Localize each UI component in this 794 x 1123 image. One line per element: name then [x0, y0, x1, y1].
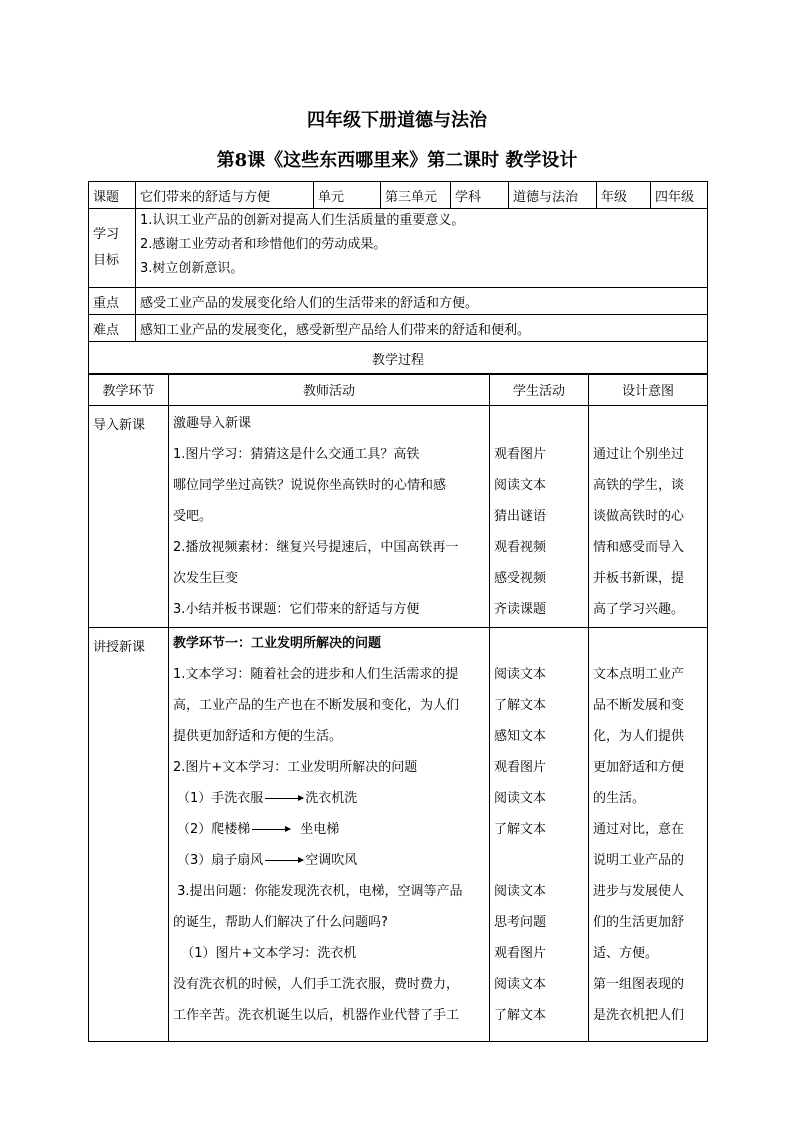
teacher-cell [169, 406, 490, 628]
student-line: 观看视频 [494, 540, 547, 555]
intent-line: 通过对比，意在 [593, 822, 685, 837]
student-cell [490, 406, 589, 628]
topic-value: 它们带来的舒适与方便 [136, 182, 314, 209]
teacher-line: 激趣导入新课 [173, 416, 252, 431]
header-teacher: 教师活动 [169, 374, 490, 406]
unit-value: 第三单元 [381, 182, 451, 209]
intent-line: 进步与发展使人 [593, 884, 685, 899]
student-line [494, 628, 584, 659]
header-student: 学生活动 [490, 374, 589, 406]
teacher-line: 工作辛苦。洗衣机诞生以后，机器作业代替了手工 [173, 1008, 460, 1023]
student-line: 观看图片 [494, 760, 547, 775]
key-value: 感受工业产品的发展变化给人们的生活带来的舒适和方便。 [136, 288, 708, 315]
page-title: 四年级下册道德与法治 [307, 110, 487, 131]
intent-cell [589, 406, 708, 628]
intent-line: 高铁的学生，谈 [593, 478, 685, 493]
teacher-line: 没有洗衣机的时候，人们手工洗衣服，费时费力， [173, 977, 460, 992]
teacher-line: 3.小结并板书课题：它们带来的舒适与方便 [173, 602, 420, 617]
objective-item: 3.树立创新意识。 [140, 261, 244, 276]
info-row-key [89, 288, 708, 315]
intent-line: 文本点明工业产 [593, 667, 685, 682]
intent-line [593, 408, 703, 439]
teacher-line: 哪位同学坐过高铁？说说你坐高铁时的心情和感 [173, 478, 447, 493]
difficult-value: 感知工业产品的发展变化，感受新型产品给人们带来的舒适和便利。 [136, 315, 708, 342]
teacher-line: （1）图片+文本学习：洗衣机 [173, 946, 357, 961]
teacher-line: 高，工业产品的生产也在不断发展和变化，为人们 [173, 698, 460, 713]
intent-line: 品不断发展和变 [593, 698, 685, 713]
teacher-cell [169, 628, 490, 1042]
info-row-objectives [89, 209, 708, 288]
objectives-label-line: 学习 [93, 227, 120, 242]
student-line: 阅读文本 [494, 977, 547, 992]
student-line: 阅读文本 [494, 478, 547, 493]
objectives-label [89, 209, 136, 288]
teaching-process-table [88, 373, 708, 1042]
intent-line [593, 628, 703, 659]
subject-value: 道德与法治 [509, 182, 597, 209]
objectives-value [136, 209, 708, 288]
intent-line: 说明工业产品的 [593, 853, 685, 868]
student-line: 观看图片 [494, 447, 547, 462]
comparison-after: 坐电梯 [300, 822, 340, 837]
student-line: 观看图片 [494, 946, 547, 961]
objectives-label-line: 目标 [93, 253, 120, 268]
student-line: 齐读课题 [494, 602, 547, 617]
teacher-line: 次发生巨变 [173, 571, 239, 586]
teacher-line: 1.文本学习：随着社会的进步和人们生活需求的提 [173, 667, 459, 682]
student-line: 了解文本 [494, 1008, 547, 1023]
student-line: 思考问题 [494, 915, 547, 930]
comparison-before: （1）手洗衣服 [177, 791, 264, 806]
page-subtitle: 第8课《这些东西哪里来》第二课时 教学设计 [216, 150, 578, 171]
objective-item: 2.感谢工业劳动者和珍惜他们的劳动成果。 [140, 237, 387, 252]
unit-label: 单元 [314, 182, 381, 209]
info-row-process [89, 342, 708, 375]
intent-line: 谈做高铁时的心 [593, 509, 685, 524]
student-line [494, 845, 584, 876]
intent-line: 适、方便。 [593, 946, 659, 961]
student-line: 阅读文本 [494, 884, 547, 899]
arrow-right-icon [265, 860, 303, 861]
student-cell [490, 628, 589, 1042]
process-heading: 教学过程 [89, 342, 708, 375]
grade-value: 四年级 [651, 182, 708, 209]
student-line: 猜出谜语 [494, 509, 547, 524]
intent-line: 情和感受而导入 [593, 540, 685, 555]
arrow-right-icon [265, 798, 303, 799]
comparison-item [173, 845, 485, 876]
intent-line: 通过让个别坐过 [593, 447, 685, 462]
intent-line: 更加舒适和方便 [593, 760, 685, 775]
student-line: 感受视频 [494, 571, 547, 586]
difficult-label: 难点 [89, 315, 136, 342]
header-intent: 设计意图 [589, 374, 708, 406]
arrow-right-icon [252, 829, 290, 830]
teacher-line: 2.播放视频素材：继复兴号提速后，中国高铁再一 [173, 540, 459, 555]
info-row-topic [89, 182, 708, 209]
teacher-line: 1.图片学习：猜猜这是什么交通工具？高铁 [173, 447, 420, 462]
grade-label: 年级 [597, 182, 651, 209]
intent-line: 的生活。 [593, 791, 646, 806]
lesson-info-table [88, 181, 708, 375]
intent-line: 第一组图表现的 [593, 977, 685, 992]
teacher-line: 2.图片+文本学习：工业发明所解决的问题 [173, 760, 418, 775]
intent-line: 们的生活更加舒 [593, 915, 685, 930]
intent-line: 化，为人们提供 [593, 729, 685, 744]
topic-label: 课题 [89, 182, 136, 209]
stage-label: 导入新课 [93, 418, 146, 433]
student-line: 阅读文本 [494, 667, 547, 682]
teacher-line: 的诞生，帮助人们解决了什么问题吗? [173, 915, 388, 930]
info-row-difficult [89, 315, 708, 342]
teacher-line: 3.提出问题：你能发现洗衣机，电梯，空调等产品 [173, 884, 463, 899]
student-line: 阅读文本 [494, 791, 547, 806]
intent-line: 是洗衣机把人们 [593, 1008, 685, 1023]
comparison-before: （3）扇子扇风 [177, 853, 264, 868]
key-label: 重点 [89, 288, 136, 315]
process-row-intro [89, 406, 708, 628]
comparison-after: 洗衣机洗 [305, 791, 358, 806]
intent-line: 高了学习兴趣。 [593, 602, 685, 617]
student-line: 了解文本 [494, 698, 547, 713]
student-line [494, 408, 584, 439]
stage-cell [89, 406, 169, 628]
student-line: 了解文本 [494, 822, 547, 837]
teacher-section-heading: 教学环节一：工业发明所解决的问题 [173, 636, 382, 651]
comparison-item [173, 783, 485, 814]
process-row-new-lesson [89, 628, 708, 1042]
intent-line: 并板书新课，提 [593, 571, 685, 586]
header-stage: 教学环节 [89, 374, 169, 406]
student-line: 感知文本 [494, 729, 547, 744]
comparison-after: 空调吹风 [305, 853, 358, 868]
comparison-before: （2）爬楼梯 [177, 822, 251, 837]
comparison-item [173, 814, 485, 845]
objective-item: 1.认识工业产品的创新对提高人们生活质量的重要意义。 [140, 213, 465, 228]
intent-cell [589, 628, 708, 1042]
teacher-line: 提供更加舒适和方便的生活。 [173, 729, 343, 744]
stage-cell [89, 628, 169, 1042]
stage-label: 讲授新课 [93, 640, 146, 655]
teacher-line: 受吧。 [173, 509, 213, 524]
subject-label: 学科 [451, 182, 509, 209]
process-header-row [89, 374, 708, 406]
